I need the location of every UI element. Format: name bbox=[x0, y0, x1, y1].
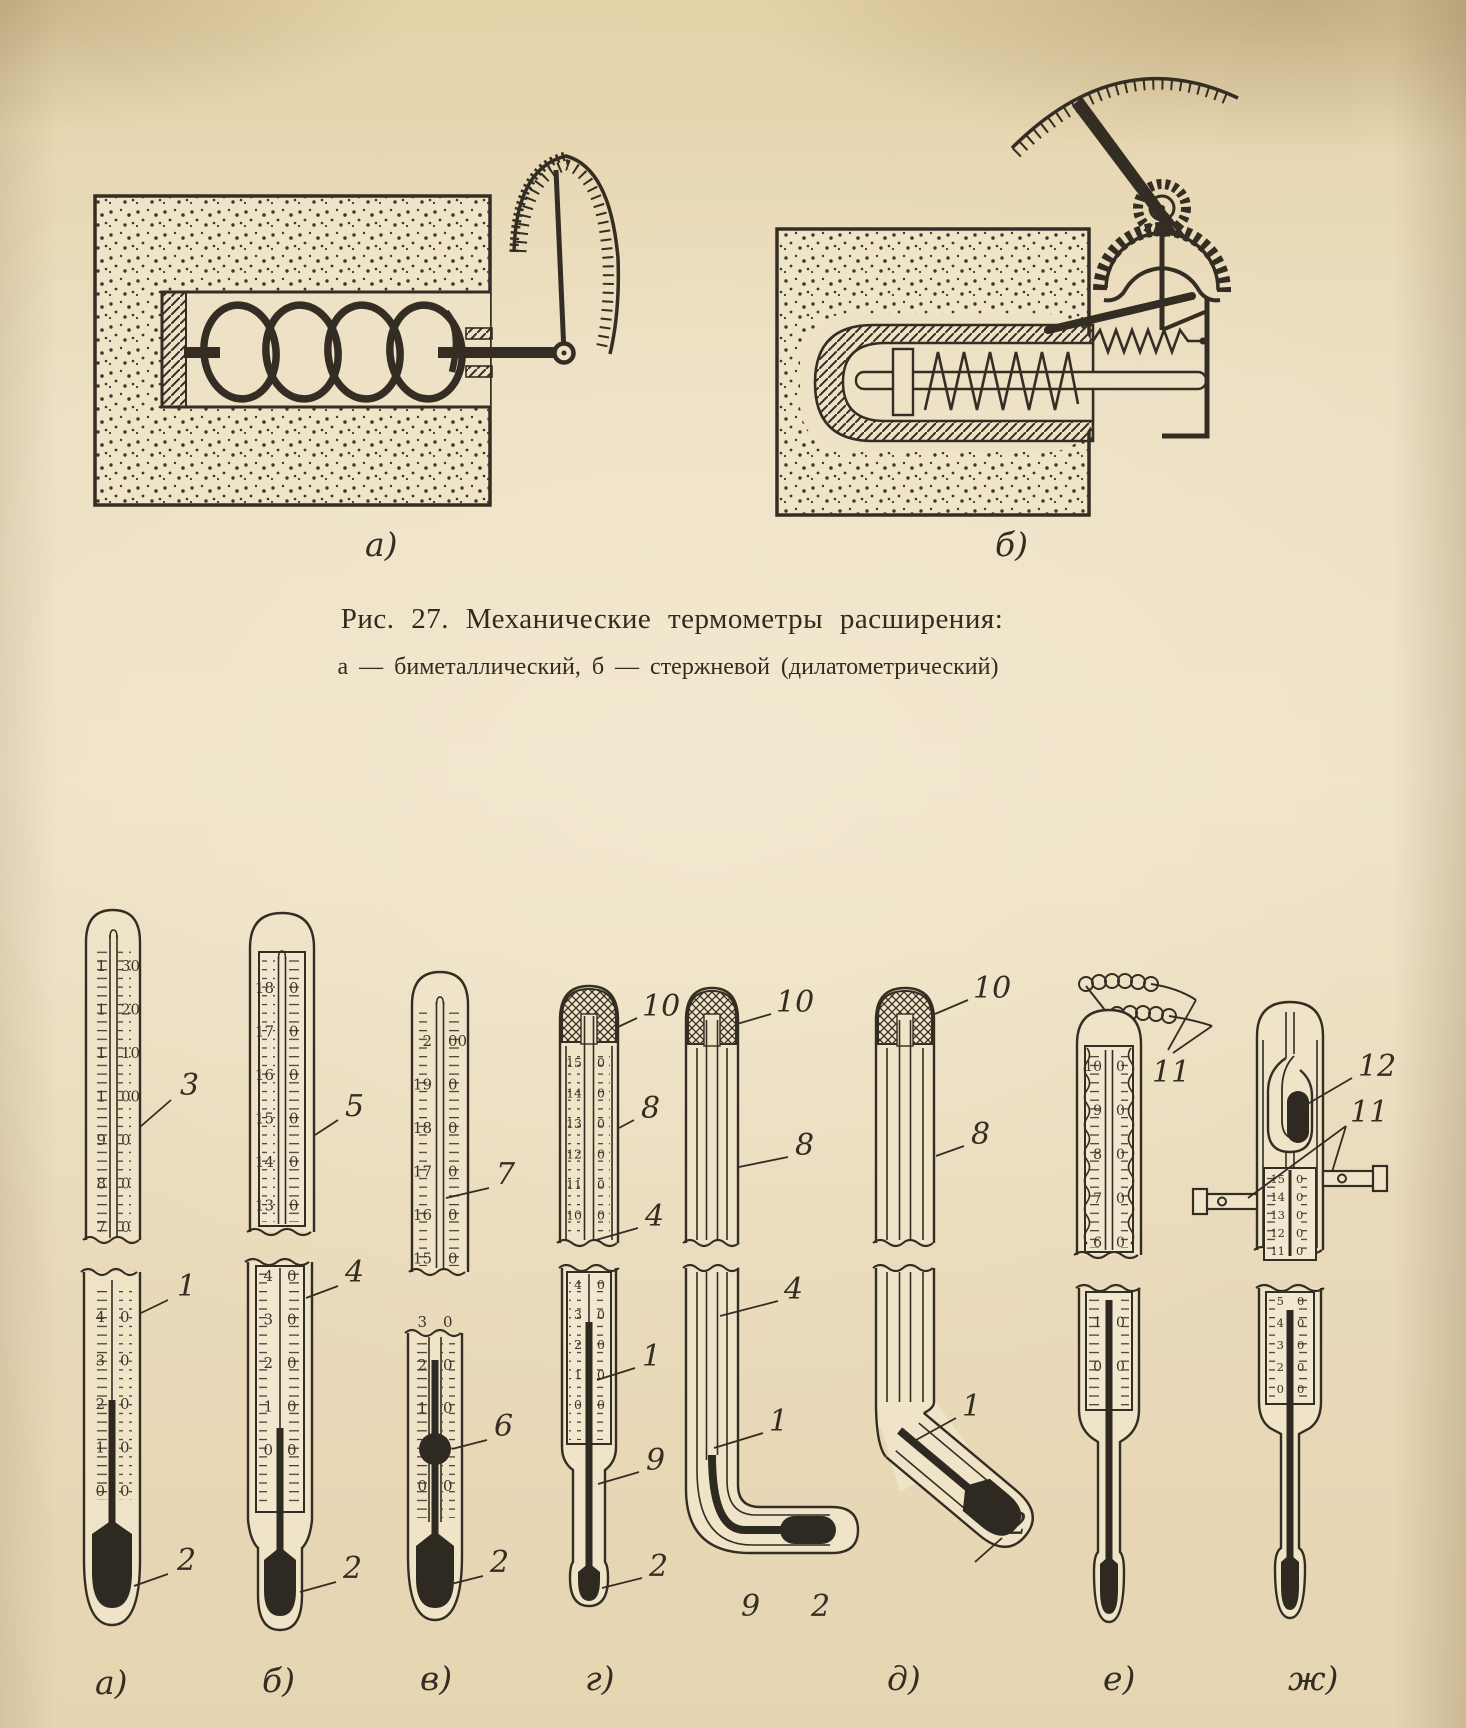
scale-number: 0 bbox=[120, 1308, 130, 1326]
scale-number: 12 bbox=[566, 1146, 582, 1162]
scale-number: 1 bbox=[96, 1000, 106, 1019]
mounting-pin-left bbox=[1193, 1189, 1257, 1214]
bulb bbox=[1281, 1554, 1299, 1610]
thermometer-e-upper bbox=[1074, 974, 1212, 1258]
scale-number: 4 bbox=[263, 1267, 273, 1285]
thermometer-v-upper bbox=[409, 972, 516, 1275]
scale-number: 0 bbox=[574, 1397, 582, 1412]
ticks bbox=[597, 1277, 609, 1440]
ticks bbox=[288, 1272, 301, 1508]
bimetallic-diagram bbox=[95, 156, 618, 564]
callout-4: 4 bbox=[784, 1272, 804, 1307]
scale-number: 15 bbox=[254, 1109, 274, 1128]
pivot-a-center bbox=[562, 351, 567, 356]
scale-number: 0 bbox=[597, 1207, 605, 1223]
callout-1: 1 bbox=[642, 1339, 662, 1374]
scale-number: 0 bbox=[443, 1313, 453, 1331]
scale-number: 12 bbox=[1270, 1226, 1285, 1240]
scale-number: 19 bbox=[412, 1075, 432, 1094]
scale-number: 0 bbox=[448, 1162, 458, 1181]
callout-11: 11 bbox=[1152, 1055, 1191, 1090]
scale-number: 7 bbox=[96, 1218, 106, 1236]
thermometer-bent90-upper bbox=[683, 985, 814, 1246]
scale-number: 0 bbox=[289, 1196, 299, 1215]
scale-number: 0 bbox=[597, 1116, 605, 1131]
scale-number: 0 bbox=[597, 1337, 605, 1352]
bulb bbox=[1100, 1556, 1118, 1614]
scale-number: 0 bbox=[448, 1119, 458, 1137]
callout-2: 2 bbox=[490, 1545, 510, 1580]
scale-number: 0 bbox=[1296, 1190, 1304, 1204]
scale-number: 0 bbox=[121, 1131, 131, 1149]
scale-number: 0 bbox=[120, 1351, 130, 1370]
scale-number: 0 bbox=[597, 1397, 605, 1412]
letter-d: д) bbox=[887, 1659, 921, 1698]
scale-number: 0 bbox=[287, 1354, 297, 1372]
ticks bbox=[419, 1012, 432, 1266]
letter-b: б) bbox=[262, 1661, 296, 1700]
rod-guide-lower bbox=[466, 366, 492, 377]
callout-5: 5 bbox=[345, 1089, 365, 1124]
scale-number: 11 bbox=[566, 1177, 582, 1192]
letter-e: е) bbox=[1103, 1659, 1136, 1698]
ticks bbox=[569, 1277, 581, 1440]
scale-number: 3 bbox=[263, 1310, 273, 1329]
scale-number: 0 bbox=[1297, 1360, 1305, 1374]
scale-number: 9 bbox=[1093, 1103, 1102, 1119]
scale-number: 0 bbox=[448, 1249, 458, 1268]
scale-number: 0 bbox=[1116, 1315, 1125, 1331]
figure-27 bbox=[95, 79, 1238, 680]
scale-number: 18 bbox=[412, 1119, 432, 1137]
scale-number: 1 bbox=[96, 957, 106, 975]
rod-piston-plate bbox=[893, 349, 913, 415]
scale-number: 0 bbox=[1296, 1208, 1304, 1222]
scale-number: 10 bbox=[566, 1207, 582, 1223]
thermometer-e-lower bbox=[1076, 1285, 1140, 1698]
scale-number: 2 bbox=[422, 1032, 432, 1050]
scale-number: 0 bbox=[1297, 1294, 1305, 1308]
thermometer-v-lower bbox=[405, 1313, 513, 1698]
scale-number: 20 bbox=[121, 1000, 141, 1019]
scale-number: 15 bbox=[566, 1055, 582, 1070]
thermometer-g-upper bbox=[557, 986, 680, 1246]
thermometer-d-lower bbox=[873, 1265, 1044, 1698]
scale-number: 0 bbox=[287, 1441, 297, 1459]
scale-number: 0 bbox=[443, 1399, 453, 1417]
scale-number: 0 bbox=[95, 1482, 105, 1500]
scale-number: 3 bbox=[574, 1307, 582, 1322]
scale-number: 0 bbox=[1116, 1103, 1125, 1119]
scale-number: 0 bbox=[1297, 1338, 1305, 1352]
scale-number: 15 bbox=[412, 1249, 432, 1268]
scale-number: 0 bbox=[1297, 1382, 1305, 1396]
thermometer-g-lower bbox=[559, 1265, 668, 1698]
scale-number: 4 bbox=[574, 1277, 582, 1292]
scale-number: 0 bbox=[1116, 1235, 1125, 1251]
scale-number: 0 bbox=[287, 1267, 297, 1285]
sublabel-b: б) bbox=[995, 525, 1029, 564]
mercury-column bbox=[109, 1400, 116, 1535]
expansion-chamber bbox=[419, 1433, 451, 1465]
return-spring-b bbox=[1093, 330, 1207, 352]
thermometer-b-upper bbox=[247, 913, 364, 1235]
scale-number: 0 bbox=[597, 1277, 605, 1292]
scale-number: 0 bbox=[443, 1356, 453, 1374]
sublabel-a: а) bbox=[365, 525, 398, 564]
scale-number: 30 bbox=[121, 957, 141, 975]
scale-number: 0 bbox=[1296, 1226, 1304, 1240]
scale-number: 0 bbox=[287, 1397, 297, 1416]
callout-11: 11 bbox=[1350, 1095, 1389, 1130]
bulb bbox=[264, 1547, 296, 1616]
scale-number: 13 bbox=[566, 1116, 582, 1131]
scale-number: 2 bbox=[1276, 1360, 1284, 1374]
dial-b bbox=[1012, 79, 1238, 153]
scale-number: 1 bbox=[1093, 1315, 1102, 1331]
scale-number: 0 bbox=[121, 1218, 131, 1236]
scale-number: 4 bbox=[1276, 1316, 1284, 1330]
callout-8: 8 bbox=[971, 1117, 991, 1152]
scale-number: 0 bbox=[120, 1395, 130, 1413]
ticks bbox=[1117, 1296, 1129, 1406]
callout-2: 2 bbox=[177, 1543, 197, 1578]
thermometers-figure bbox=[81, 910, 1396, 1702]
scale-number: 0 bbox=[597, 1177, 605, 1192]
scale-number: 0 bbox=[417, 1477, 427, 1495]
scale-number: 0 bbox=[1116, 1191, 1125, 1207]
scale-number: 4 bbox=[95, 1308, 105, 1326]
scale-number: 14 bbox=[1270, 1190, 1285, 1204]
callout-10: 10 bbox=[973, 971, 1012, 1006]
scale-number: 0 bbox=[1296, 1244, 1304, 1258]
scale-number: 10 bbox=[121, 1044, 141, 1062]
scale-number: 8 bbox=[1093, 1147, 1102, 1163]
scale-number: 2 bbox=[263, 1354, 273, 1372]
callout-4: 4 bbox=[645, 1199, 665, 1234]
mercury-column bbox=[1287, 1310, 1294, 1560]
dial-a-rim bbox=[514, 156, 618, 354]
scale-number: 1 bbox=[263, 1397, 273, 1416]
pointer-b bbox=[1072, 97, 1174, 228]
scale-number: 0 bbox=[1276, 1382, 1284, 1396]
scale-number: 0 bbox=[448, 1075, 458, 1094]
scale-number: 6 bbox=[1093, 1235, 1102, 1251]
ticks bbox=[289, 960, 302, 1222]
scale-number: 17 bbox=[412, 1162, 432, 1181]
scale-number: 0 bbox=[1116, 1147, 1125, 1163]
scale-number: 1 bbox=[96, 1087, 106, 1106]
scale-number: 17 bbox=[254, 1022, 274, 1041]
scale-number: 0 bbox=[289, 1109, 299, 1128]
scale-number: 0 bbox=[287, 1310, 297, 1329]
scale-number: 0 bbox=[289, 1153, 299, 1171]
callout-2: 2 bbox=[1008, 1507, 1028, 1542]
scale-number: 00 bbox=[448, 1032, 468, 1050]
callout-1: 1 bbox=[962, 1389, 982, 1424]
scale-number: 2 bbox=[417, 1356, 427, 1374]
callout-10: 10 bbox=[642, 989, 681, 1024]
scale-number: 16 bbox=[254, 1066, 274, 1084]
rod-guide-upper bbox=[466, 328, 492, 339]
scale-number: 2 bbox=[574, 1337, 582, 1352]
scale-number: 3 bbox=[95, 1351, 105, 1370]
thermometer-d-upper bbox=[873, 971, 1011, 1246]
scale-number: 0 bbox=[448, 1206, 458, 1224]
letter-g: г) bbox=[585, 1659, 615, 1698]
dilatometric-diagram bbox=[777, 79, 1238, 564]
callout-1: 1 bbox=[177, 1269, 197, 1304]
scale-number: 0 bbox=[597, 1307, 605, 1322]
callout-12: 12 bbox=[1358, 1049, 1397, 1084]
scale-number: 1 bbox=[95, 1438, 105, 1457]
transmission-rod-a bbox=[438, 347, 566, 358]
scale-number: 0 bbox=[443, 1477, 453, 1495]
scale-number: 0 bbox=[597, 1055, 605, 1070]
scale-number: 16 bbox=[412, 1206, 432, 1224]
mercury-column bbox=[1106, 1300, 1113, 1562]
scale-number: 0 bbox=[121, 1174, 131, 1193]
thermometer-bent90-lower bbox=[683, 1265, 858, 1624]
callout-2: 2 bbox=[649, 1549, 669, 1584]
thermometer-zh-upper bbox=[1193, 1002, 1396, 1260]
scale-number: 0 bbox=[120, 1482, 130, 1500]
scale-number: 3 bbox=[417, 1313, 427, 1331]
scale-number: 0 bbox=[289, 1022, 299, 1041]
scale-number: 3 bbox=[1276, 1338, 1284, 1352]
ticks bbox=[259, 1272, 272, 1508]
scale-number: 0 bbox=[289, 1066, 299, 1084]
dial-b-rim bbox=[1012, 79, 1238, 148]
scale-number: 14 bbox=[254, 1153, 274, 1171]
scale-number: 15 bbox=[1270, 1172, 1285, 1186]
scale-number: 7 bbox=[1093, 1191, 1102, 1207]
bulb bbox=[92, 1520, 132, 1608]
scale-number: 8 bbox=[96, 1174, 106, 1193]
callout-2: 2 bbox=[811, 1589, 831, 1624]
dial-a bbox=[514, 156, 618, 363]
thermometer-b-lower bbox=[245, 1255, 364, 1700]
thermometer-a-upper bbox=[83, 910, 199, 1243]
callout-8: 8 bbox=[641, 1091, 661, 1126]
scale-number: 1 bbox=[417, 1399, 427, 1417]
scale-number: 0 bbox=[1116, 1059, 1125, 1075]
scale-number: 0 bbox=[1116, 1359, 1125, 1375]
thermometer-zh-lower bbox=[1256, 1285, 1338, 1698]
letter-v: в) bbox=[420, 1659, 453, 1698]
scale-number: 0 bbox=[1297, 1316, 1305, 1330]
scale-number: 2 bbox=[95, 1395, 105, 1413]
callout-6: 6 bbox=[494, 1409, 514, 1444]
callout-3: 3 bbox=[180, 1068, 200, 1103]
callout-4: 4 bbox=[345, 1255, 365, 1290]
callout-9: 9 bbox=[741, 1589, 761, 1624]
bulb bbox=[416, 1531, 454, 1608]
pointer-a bbox=[556, 170, 564, 353]
scale-number: 0 bbox=[597, 1367, 605, 1382]
letter-zh: ж) bbox=[1288, 1659, 1339, 1698]
mercury-column bbox=[277, 1428, 284, 1558]
caption bbox=[338, 603, 1004, 680]
ticks bbox=[1089, 1296, 1101, 1406]
callout-1: 1 bbox=[769, 1404, 789, 1439]
scale-number: 13 bbox=[254, 1196, 274, 1215]
callout-10: 10 bbox=[776, 985, 815, 1020]
scale-number: 18 bbox=[254, 979, 274, 997]
scale-number: 13 bbox=[1270, 1208, 1285, 1222]
thermometer-a-lower bbox=[81, 1269, 196, 1702]
callout-7: 7 bbox=[496, 1157, 516, 1192]
caption-line1: Рис. 27. Механические термометры расширения: bbox=[340, 603, 1004, 635]
callout-8: 8 bbox=[795, 1128, 815, 1163]
scale-number: 0 bbox=[263, 1441, 273, 1459]
scale-number: 1 bbox=[574, 1367, 582, 1382]
scale-number: 0 bbox=[1093, 1359, 1102, 1375]
cap-slit bbox=[581, 1014, 597, 1044]
scale-number: 0 bbox=[289, 979, 299, 997]
cavity-anchor-wall bbox=[162, 292, 186, 407]
scale-number: 0 bbox=[120, 1438, 130, 1457]
scale-number: 0 bbox=[597, 1085, 605, 1101]
callout-9: 9 bbox=[646, 1443, 666, 1478]
scale-number: 5 bbox=[1276, 1294, 1284, 1308]
scale-number: 1 bbox=[96, 1044, 106, 1062]
scale-number: 11 bbox=[1270, 1244, 1285, 1258]
scale-number: 0 bbox=[1296, 1172, 1304, 1186]
letter-a: а) bbox=[95, 1663, 128, 1702]
callout-2: 2 bbox=[343, 1551, 363, 1586]
mercury-column bbox=[586, 1322, 593, 1570]
ticks bbox=[262, 960, 275, 1222]
caption-line2: а — биметаллический, б — стержневой (дилатометрический) bbox=[337, 654, 999, 680]
scale-number: 0 bbox=[597, 1146, 605, 1162]
ticks bbox=[447, 1012, 460, 1266]
scale-number: 10 bbox=[1084, 1059, 1102, 1075]
scale-number: 14 bbox=[566, 1085, 582, 1101]
scale-number: 00 bbox=[121, 1087, 141, 1106]
scale-number: 9 bbox=[96, 1131, 106, 1149]
